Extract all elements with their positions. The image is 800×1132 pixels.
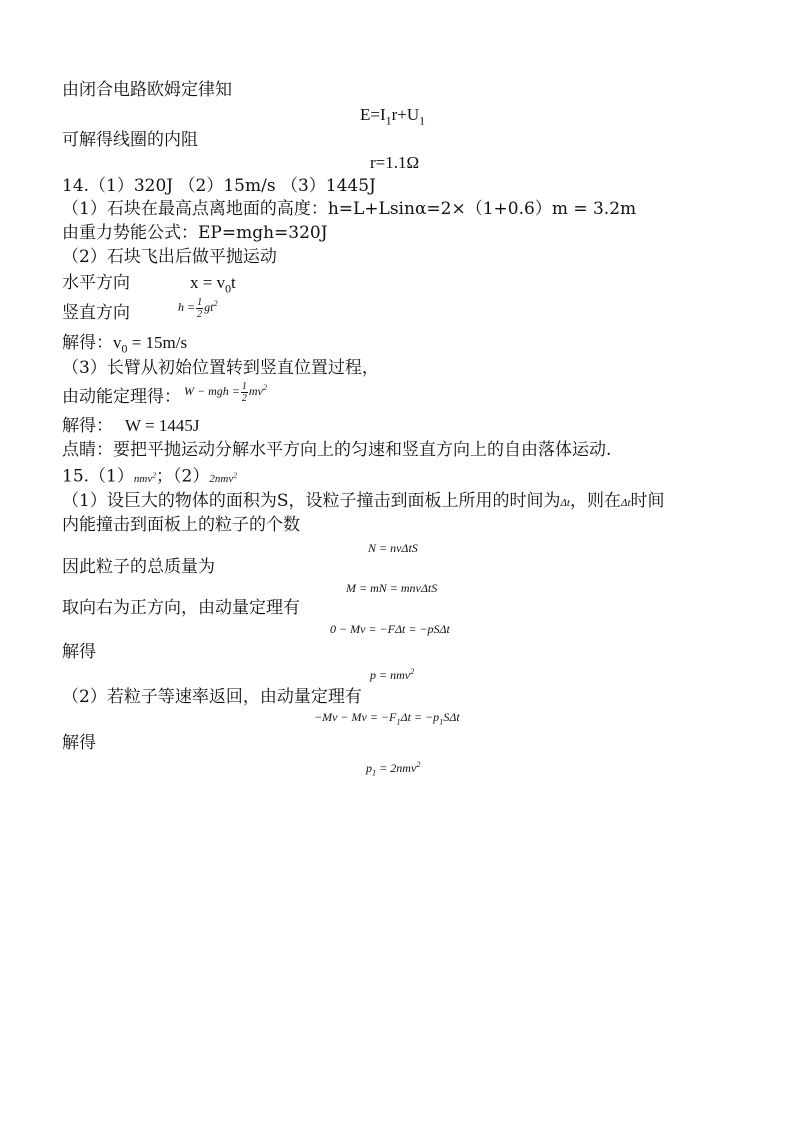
text-q15-part1: （1）设巨大的物体的面积为S，设粒子撞击到面板上所用的时间为Δt，则在Δt时间	[62, 491, 665, 511]
formula-emf: $E=I_1r+U_1$	[360, 105, 426, 128]
heading-question-14: 14.（1）320J （2）15m/s （3）1445J	[62, 176, 376, 196]
text-q15-part2: （2）若粒子等速率返回，由动量定理有	[62, 687, 362, 707]
text-q15-momentum: 取向右为正方向，由动量定理有	[62, 598, 300, 618]
formula-total-mass: M = mN = mnvΔtS	[346, 581, 438, 595]
formula-pressure: p = nmv$^2$	[370, 667, 415, 682]
text-solve-1: 解得	[62, 642, 96, 662]
text-q15-particle-count: 内能撞击到面板上的粒子的个数	[62, 515, 300, 535]
label-kinetic-theorem: 由动能定理得：	[62, 387, 181, 407]
heading-question-15: 15.（1）nmv$^2$；（2）2nmv$^2$	[62, 466, 238, 487]
formula-momentum: 0 − Mv = −FΔt = −pSΔt	[330, 622, 450, 636]
fraction-half: $\frac{1}{2}$	[197, 296, 203, 320]
formula-vertical: h = $\frac{1}{2}$ $gt^2$	[178, 296, 218, 320]
formula-particle-count: N = nvΔtS	[368, 541, 418, 555]
formula-work-energy: W − mgh = $\frac{1}{2}$ $mv^2$	[184, 380, 268, 404]
text-tip: 点睛：要把平抛运动分解水平方向上的匀速和竖直方向上的自由落体运动.	[62, 440, 612, 460]
formula-pressure-rebound: $p_1 = 2nmv^2$	[366, 760, 421, 778]
fraction-half-2: $\frac{1}{2}$	[241, 380, 247, 404]
text-q14-part1: （1）石块在最高点离地面的高度：h=L+Lsinα=2×（1+0.6）m = 3.2m	[62, 199, 637, 219]
text-ohm-law: 由闭合电路欧姆定律知	[62, 80, 232, 100]
text-q14-part3: （3）长臂从初始位置转到竖直位置过程，	[62, 358, 379, 378]
text-q14-part2: （2）石块飞出后做平抛运动	[62, 247, 277, 267]
text-solve-work: 解得： W = 1445J	[62, 416, 200, 436]
label-horizontal: 水平方向	[62, 273, 130, 293]
text-solve-2: 解得	[62, 733, 96, 753]
text-q14-potential-energy: 由重力势能公式：EP=mgh=320J	[62, 223, 328, 243]
label-vertical: 竖直方向	[62, 303, 130, 323]
formula-momentum-rebound: $-Mv - Mv = -F_1\Delta t = -p_1S\Delta t$	[314, 710, 460, 727]
text-internal-resistance: 可解得线圈的内阻	[62, 130, 198, 150]
text-solve-v0: 解得：$v_0 = 15m/s$	[62, 333, 188, 356]
text-q15-total-mass: 因此粒子的总质量为	[62, 557, 215, 577]
formula-horizontal: $x = v_0t$	[190, 273, 236, 296]
formula-resistance: r=1.1Ω	[370, 153, 420, 172]
